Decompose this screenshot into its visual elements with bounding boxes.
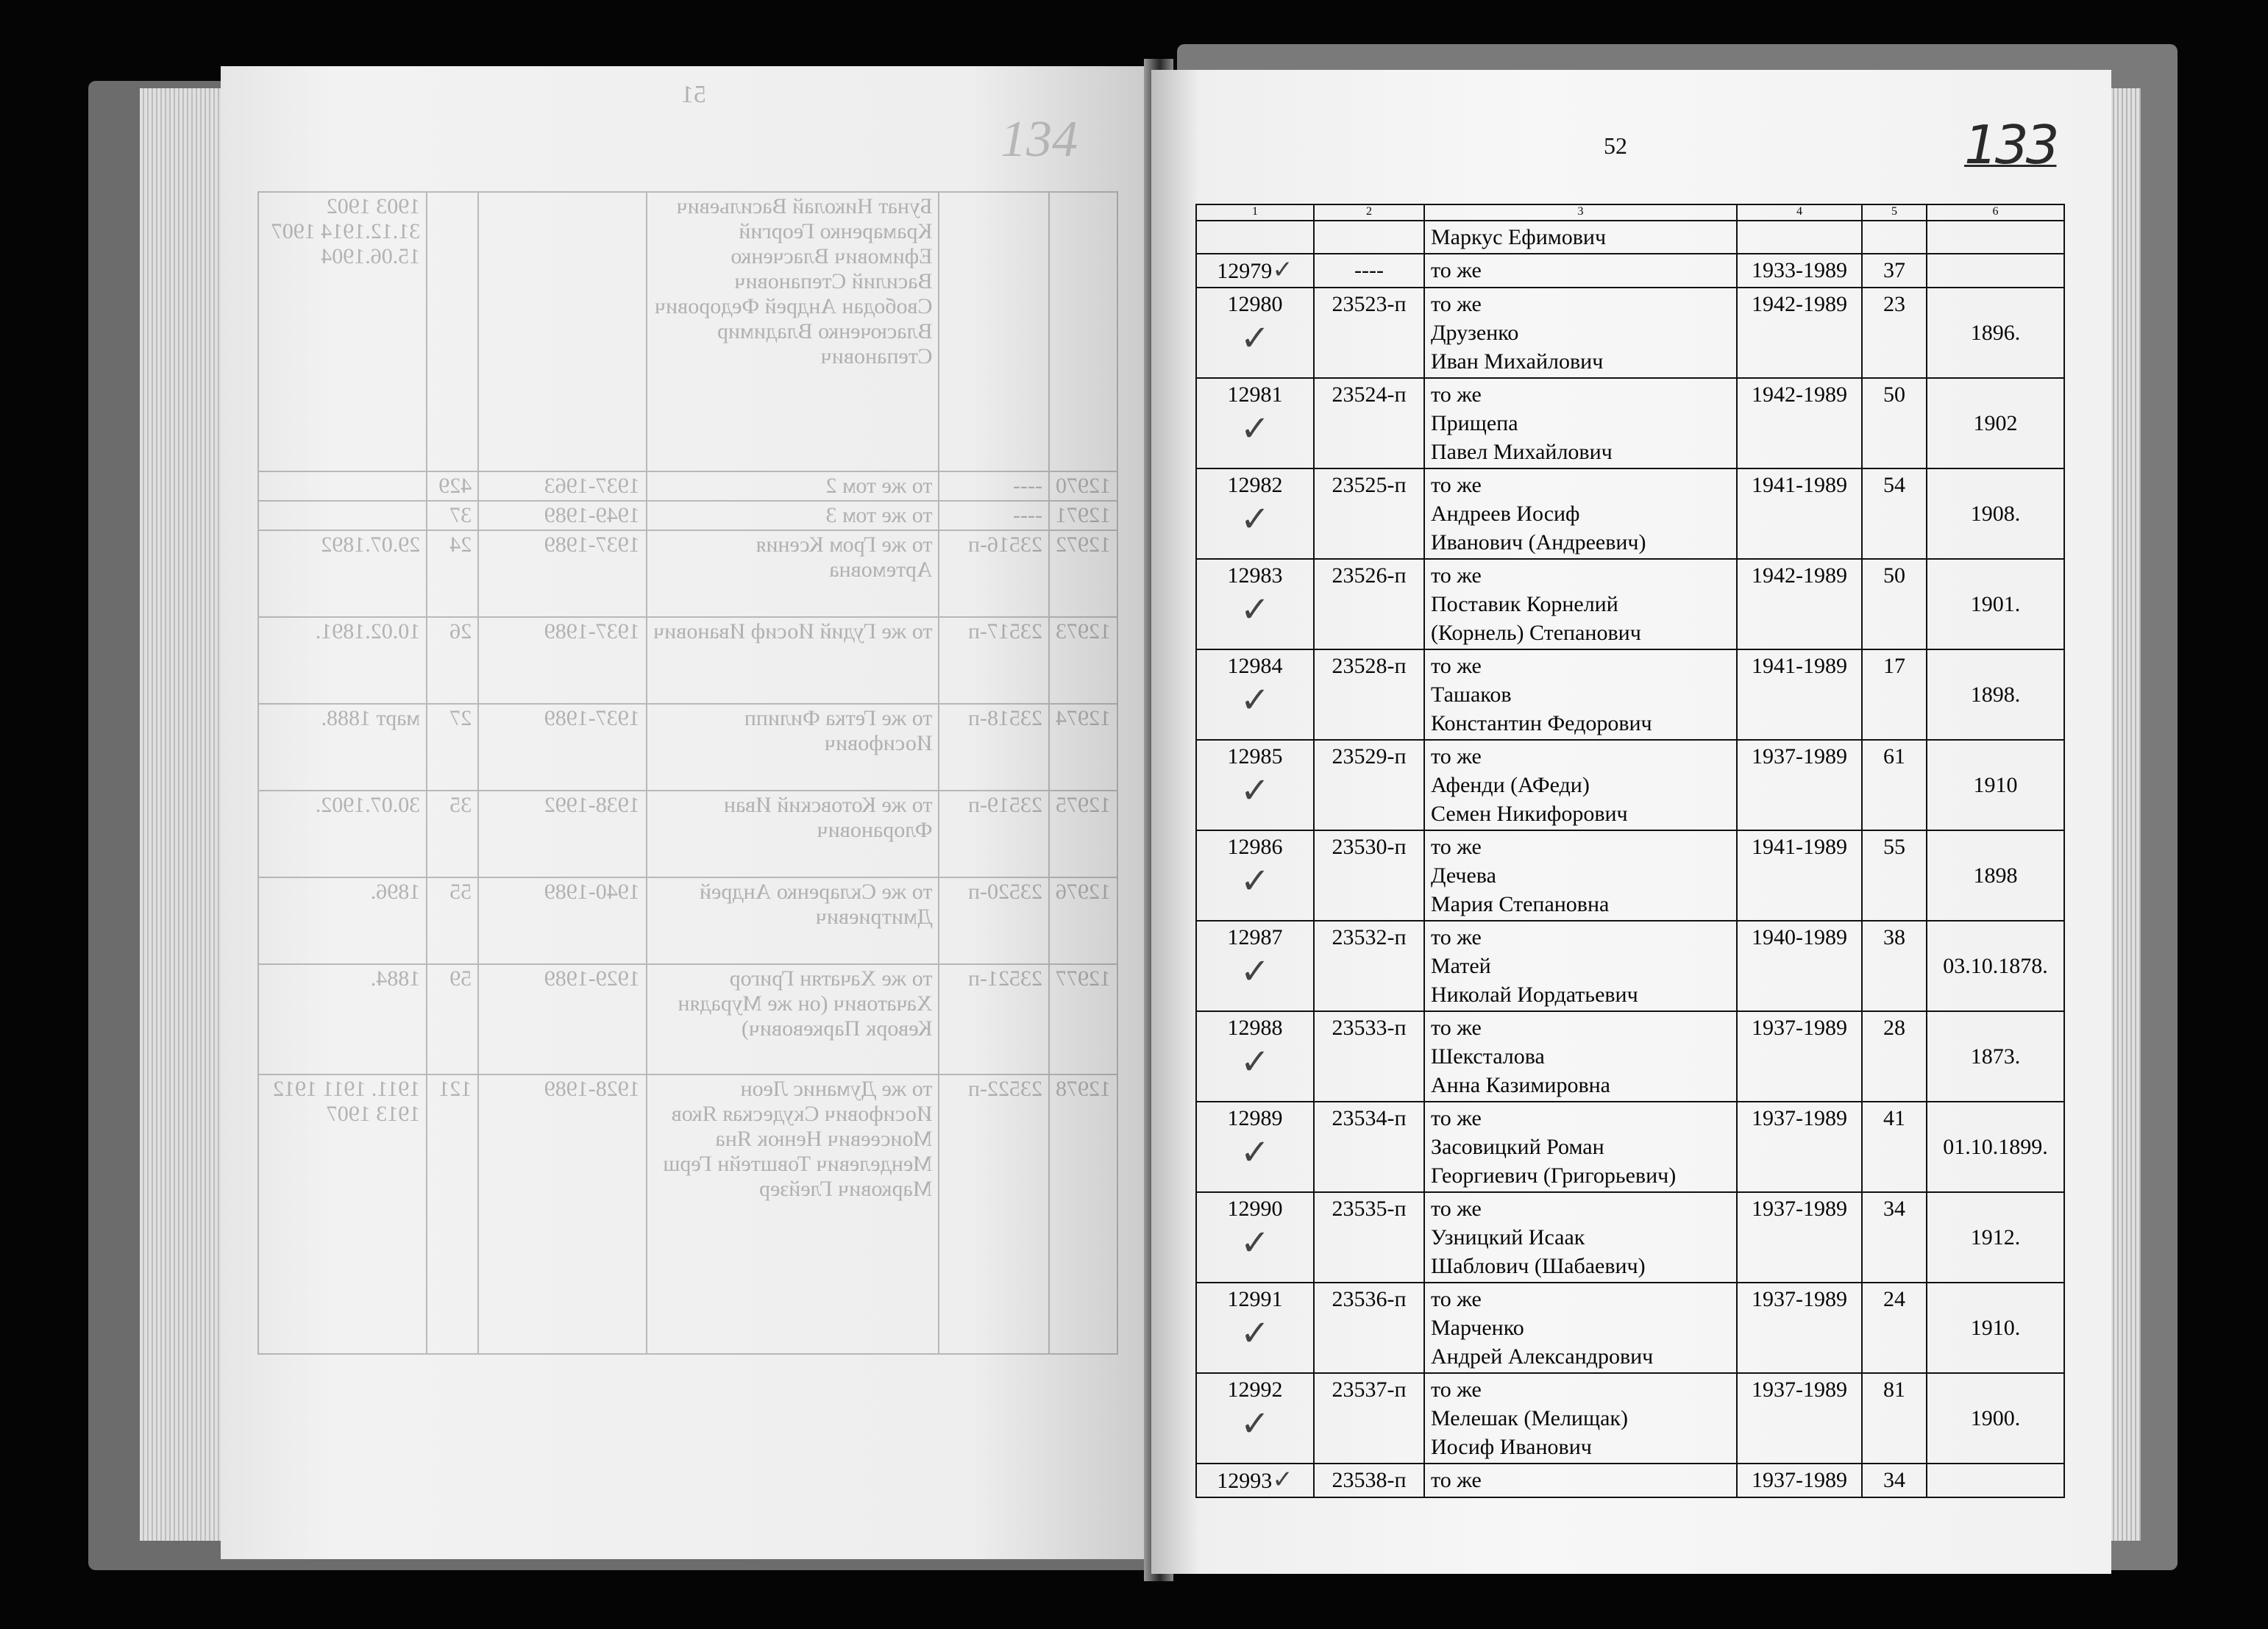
birth-date-cell: 1898. [1927,649,2064,740]
ghost-cell-text: то же Гром Ксения Артемовна [647,530,939,617]
ghost-cell-count: 37 [427,501,478,530]
cont-fond [1314,221,1424,254]
ghost-cell-dates: 1896. [258,877,427,964]
name-line: Шексталова [1431,1044,1545,1069]
record-number-cell [1196,740,1314,830]
check-mark-icon: ✓ [1240,589,1270,630]
name-cell [1424,921,1737,1011]
col-header-6: 6 [1927,204,2064,221]
name-cell [1424,1283,1737,1373]
ghost-cell-fond: 23522-п [939,1074,1049,1354]
name-cell [1424,830,1737,921]
ghost-cell-num: 12971 [1049,501,1117,530]
ghost-cell-years: 1937-1963 [478,471,647,501]
years-cell: 1937-1989 [1737,1102,1862,1192]
table-row [1196,468,2064,559]
record-number-cell [1196,378,1314,468]
ghost-cell-text: то же Скларенко Андрей Дмитриевич [647,877,939,964]
fond-cell: 23532-п [1314,921,1424,1011]
ghost-row [258,964,1117,1074]
birth-date-cell: 1910. [1927,1283,2064,1373]
record-number: 12992 [1227,1377,1283,1402]
ghost-cell-dates: 1884. [258,964,427,1074]
record-number: 12980 [1227,292,1283,316]
ghost-cell-count: 429 [427,471,478,501]
ghost-cell-years: 1937-1989 [478,530,647,617]
record-number: 12982 [1227,473,1283,497]
ghost-row [258,530,1117,617]
name-cell [1424,378,1737,468]
ghost-cell-text: то же Думанис Леон Иосифович Скудеская Яков Моисеевич Ненюк Яна Менделевич Товштейн Герш Маркович Глейзер [647,1074,939,1354]
cont-years [1737,221,1862,254]
name-line: то же [1431,473,1482,497]
record-number-cell [1196,254,1314,288]
table-row [1196,1283,2064,1373]
record-number-cell [1196,830,1314,921]
birth-date-cell: 1908. [1927,468,2064,559]
table-row [1196,1011,2064,1102]
count-cell: 23 [1862,288,1927,378]
check-mark-icon: ✓ [1240,1041,1270,1083]
ghost-cell-count: 27 [427,704,478,791]
ghost-cell-years: 1929-1989 [478,964,647,1074]
years-cell: 1933-1989 [1737,254,1862,288]
ghost-cell-count: 121 [427,1074,478,1354]
birth-date-cell: 1898 [1927,830,2064,921]
count-cell: 81 [1862,1373,1927,1464]
fond-cell: 23534-п [1314,1102,1424,1192]
check-mark-icon: ✓ [1240,860,1270,902]
register-table [1195,204,2065,1498]
record-number-cell [1196,1464,1314,1497]
record-number-cell [1196,1011,1314,1102]
name-line: Марченко [1431,1316,1524,1340]
years-cell: 1941-1989 [1737,649,1862,740]
ghost-cell-num: 12978 [1049,1074,1117,1354]
check-mark-icon: ✓ [1240,1132,1270,1173]
check-mark-icon: ✓ [1240,1403,1270,1444]
table-row [1196,1102,2064,1192]
years-cell: 1937-1989 [1737,1011,1862,1102]
record-number-cell [1196,1373,1314,1464]
ghost-cell-text: то же Хачатян Григор Хачатович (он же Мурадян Кеворк Паркевович) [647,964,939,1074]
ghost-cell-num [1049,192,1117,471]
fond-cell: 23536-п [1314,1283,1424,1373]
table-row [1196,1464,2064,1497]
check-mark-icon: ✓ [1240,680,1270,721]
record-number: 12979 [1217,259,1273,283]
ghost-register-table [257,191,1118,1355]
record-number: 12981 [1227,382,1283,407]
name-line: то же [1431,292,1482,316]
left-page-number: 51 [681,81,706,108]
record-number: 12993 [1217,1469,1273,1493]
name-line: Поставик Корнелий [1431,592,1618,616]
ghost-cell-count: 24 [427,530,478,617]
fond-cell: 23524-п [1314,378,1424,468]
birth-date-cell [1927,254,2064,288]
ghost-row [258,704,1117,791]
ghost-cell-num: 12973 [1049,617,1117,704]
table-row [1196,649,2064,740]
check-mark-icon: ✓ [1240,1222,1270,1263]
table-row [1196,740,2064,830]
record-number: 12990 [1227,1197,1283,1221]
name-cell [1424,1373,1737,1464]
ghost-cell-fond: 23516-п [939,530,1049,617]
years-cell: 1941-1989 [1737,468,1862,559]
name-line: Афенди (АФеди) [1431,773,1590,797]
name-line: то же [1431,744,1482,769]
ghost-row [258,791,1117,877]
ghost-row [258,877,1117,964]
record-number: 12987 [1227,925,1283,949]
fond-cell: 23533-п [1314,1011,1424,1102]
ghost-cell-count: 26 [427,617,478,704]
name-line: то же [1431,1106,1482,1130]
count-cell: 61 [1862,740,1927,830]
name-line: (Корнель) Степанович [1431,621,1641,645]
record-number: 12983 [1227,563,1283,588]
name-cell [1424,1011,1737,1102]
ghost-cell-num: 12976 [1049,877,1117,964]
table-row [1196,254,2064,288]
check-mark-icon: ✓ [1272,1465,1293,1494]
check-mark-icon: ✓ [1240,951,1270,992]
table-row [1196,559,2064,649]
fond-cell: 23528-п [1314,649,1424,740]
name-cell [1424,468,1737,559]
name-line: то же [1431,1016,1482,1040]
count-cell: 34 [1862,1192,1927,1283]
record-number-cell [1196,559,1314,649]
birth-date-cell: 1912. [1927,1192,2064,1283]
name-cell [1424,1464,1737,1497]
ghost-cell-fond: ---- [939,501,1049,530]
name-line: то же [1431,1468,1482,1492]
ghost-cell-count: 59 [427,964,478,1074]
ghost-cell-num: 12977 [1049,964,1117,1074]
check-mark-icon: ✓ [1240,1313,1270,1354]
count-cell: 38 [1862,921,1927,1011]
name-cell [1424,1102,1737,1192]
cont-count [1862,221,1927,254]
name-cell [1424,1192,1737,1283]
count-cell: 37 [1862,254,1927,288]
name-line: Георгиевич (Григорьевич) [1431,1163,1677,1188]
ghost-row [258,471,1117,501]
ghost-cell-count: 35 [427,791,478,877]
name-line: Мария Степановна [1431,892,1610,916]
ghost-cell-fond: 23520-п [939,877,1049,964]
col-header-5: 5 [1862,204,1927,221]
ghost-row [258,501,1117,530]
name-cell [1424,740,1737,830]
record-number-cell [1196,921,1314,1011]
name-line: то же [1431,563,1482,588]
record-number: 12985 [1227,744,1283,769]
ghost-cell-dates: 30.07.1902. [258,791,427,877]
right-page [1151,70,2111,1574]
ghost-cell-text: Бунат Николай Васильевич Крамаренко Георгий Ефимович Власченко Василий Степанович Свободан Андрей Федорович Власюченко Владимир Степанович [647,192,939,471]
right-page-folio: 133 [1964,114,2057,176]
ghost-cell-dates: 1911. 1911 1912 1913 1907 [258,1074,427,1354]
fond-cell: 23529-п [1314,740,1424,830]
fond-cell: 23535-п [1314,1192,1424,1283]
record-number: 12991 [1227,1287,1283,1311]
column-number-row [1196,204,2064,221]
table-row [1196,830,2064,921]
ghost-cell-fond: 23518-п [939,704,1049,791]
ghost-cell-fond [939,192,1049,471]
left-page-folio: 134 [1000,111,1078,168]
name-line: то же [1431,654,1482,678]
ghost-cell-count: 55 [427,877,478,964]
record-number-cell [1196,288,1314,378]
check-mark-icon: ✓ [1240,499,1270,540]
years-cell: 1941-1989 [1737,830,1862,921]
cont-num [1196,221,1314,254]
ghost-cell-dates: 1903 1902 31.12.1914 1907 15.06.1904 [258,192,427,471]
left-page [221,66,1159,1559]
col-header-3: 3 [1424,204,1737,221]
ghost-cell-num: 12974 [1049,704,1117,791]
ghost-cell-years: 1949-1989 [478,501,647,530]
years-cell: 1942-1989 [1737,559,1862,649]
name-line: Прищепа [1431,411,1518,435]
record-number-cell [1196,1283,1314,1373]
ghost-cell-text: то же том 3 [647,501,939,530]
ghost-cell-years: 1937-1989 [478,617,647,704]
years-cell: 1937-1989 [1737,1464,1862,1497]
count-cell: 28 [1862,1011,1927,1102]
check-mark-icon: ✓ [1272,255,1293,285]
years-cell: 1937-1989 [1737,1192,1862,1283]
fond-cell: 23526-п [1314,559,1424,649]
name-line: Иван Михайлович [1431,349,1604,374]
count-cell: 50 [1862,559,1927,649]
birth-date-cell: 01.10.1899. [1927,1102,2064,1192]
ghost-cell-years: 1938-1992 [478,791,647,877]
name-cell [1424,559,1737,649]
record-number-cell [1196,468,1314,559]
ghost-cell-dates: март 1888. [258,704,427,791]
ghost-cell-fond: 23521-п [939,964,1049,1074]
ghost-cell-num: 12975 [1049,791,1117,877]
name-line: то же [1431,258,1482,282]
ghost-row [258,617,1117,704]
name-line: то же [1431,1287,1482,1311]
ghost-cell-dates: 10.02.1891. [258,617,427,704]
record-number: 12988 [1227,1016,1283,1040]
ghost-cell-years [478,192,647,471]
record-number-cell [1196,1192,1314,1283]
count-cell: 41 [1862,1102,1927,1192]
record-number-cell [1196,649,1314,740]
ghost-cell-years: 1928-1989 [478,1074,647,1354]
cont-date [1927,221,2064,254]
name-line: Андреев Иосиф [1431,502,1580,526]
name-line: то же [1431,925,1482,949]
ghost-cell-num: 12970 [1049,471,1117,501]
fond-cell: ---- [1314,254,1424,288]
count-cell: 50 [1862,378,1927,468]
count-cell: 54 [1862,468,1927,559]
birth-date-cell: 1910 [1927,740,2064,830]
fond-cell: 23537-п [1314,1373,1424,1464]
name-line: Матей [1431,954,1491,978]
birth-date-cell: 03.10.1878. [1927,921,2064,1011]
name-line: Иосиф Иванович [1431,1435,1592,1459]
years-cell: 1942-1989 [1737,378,1862,468]
name-line: Константин Федорович [1431,711,1652,735]
record-number-cell [1196,1102,1314,1192]
name-line: Андрей Александрович [1431,1344,1654,1369]
table-row [1196,1192,2064,1283]
name-line: Семен Никифорович [1431,802,1628,826]
table-row [1196,921,2064,1011]
ghost-cell-text: то же том 2 [647,471,939,501]
count-cell: 34 [1862,1464,1927,1497]
name-cell [1424,254,1737,288]
col-header-2: 2 [1314,204,1424,221]
name-line: то же [1431,1377,1482,1402]
table-row [1196,378,2064,468]
name-line: Узницкий Исаак [1431,1225,1585,1250]
name-cell [1424,649,1737,740]
ghost-cell-num: 12972 [1049,530,1117,617]
years-cell: 1937-1989 [1737,740,1862,830]
ghost-cell-text: то же Гудий Иосиф Иванович [647,617,939,704]
name-line: то же [1431,835,1482,859]
table-row [1196,288,2064,378]
years-cell: 1937-1989 [1737,1283,1862,1373]
check-mark-icon: ✓ [1240,770,1270,811]
table-row [1196,1373,2064,1464]
name-line: Ташаков [1431,682,1512,707]
fond-cell: 23525-п [1314,468,1424,559]
ghost-row [258,192,1117,471]
birth-date-cell [1927,1464,2064,1497]
ghost-row [258,1074,1117,1354]
ghost-cell-fond: ---- [939,471,1049,501]
count-cell: 17 [1862,649,1927,740]
birth-date-cell: 1901. [1927,559,2064,649]
fond-cell: 23523-п [1314,288,1424,378]
check-mark-icon: ✓ [1240,318,1270,359]
ghost-cell-text: то же Гетка Филипп Иосифович [647,704,939,791]
name-line: Дечева [1431,863,1496,888]
name-line: Засовицкий Роман [1431,1135,1604,1159]
name-line: Анна Казимировна [1431,1073,1610,1097]
name-line: то же [1431,382,1482,407]
continuation-row [1196,221,2064,254]
ghost-cell-dates [258,501,427,530]
ghost-cell-fond: 23517-п [939,617,1049,704]
ghost-cell-dates [258,471,427,501]
name-line: Николай Иордатьевич [1431,983,1638,1007]
record-number: 12986 [1227,835,1283,859]
right-page-number: 52 [1604,132,1627,159]
ghost-cell-text: то же Котовский Иван Флоранович [647,791,939,877]
ghost-cell-count [427,192,478,471]
birth-date-cell: 1873. [1927,1011,2064,1102]
name-line: то же [1431,1197,1482,1221]
name-line: Мелешак (Мелищак) [1431,1406,1628,1430]
ghost-cell-years: 1937-1989 [478,704,647,791]
count-cell: 24 [1862,1283,1927,1373]
years-cell: 1937-1989 [1737,1373,1862,1464]
birth-date-cell: 1902 [1927,378,2064,468]
ghost-cell-dates: 29.07.1892 [258,530,427,617]
ghost-cell-years: 1940-1989 [478,877,647,964]
record-number: 12984 [1227,654,1283,678]
record-number: 12989 [1227,1106,1283,1130]
name-line: Друзенко [1431,321,1519,345]
fond-cell: 23538-п [1314,1464,1424,1497]
name-cell [1424,288,1737,378]
col-header-1: 1 [1196,204,1314,221]
ghost-cell-fond: 23519-п [939,791,1049,877]
birth-date-cell: 1896. [1927,288,2064,378]
cont-name: Маркус Ефимович [1424,221,1737,254]
years-cell: 1942-1989 [1737,288,1862,378]
birth-date-cell: 1900. [1927,1373,2064,1464]
fond-cell: 23530-п [1314,830,1424,921]
name-line: Шаблович (Шабаевич) [1431,1254,1646,1278]
years-cell: 1940-1989 [1737,921,1862,1011]
name-line: Иванович (Андреевич) [1431,530,1646,555]
check-mark-icon: ✓ [1240,408,1270,449]
col-header-4: 4 [1737,204,1862,221]
name-line: Павел Михайлович [1431,440,1613,464]
count-cell: 55 [1862,830,1927,921]
